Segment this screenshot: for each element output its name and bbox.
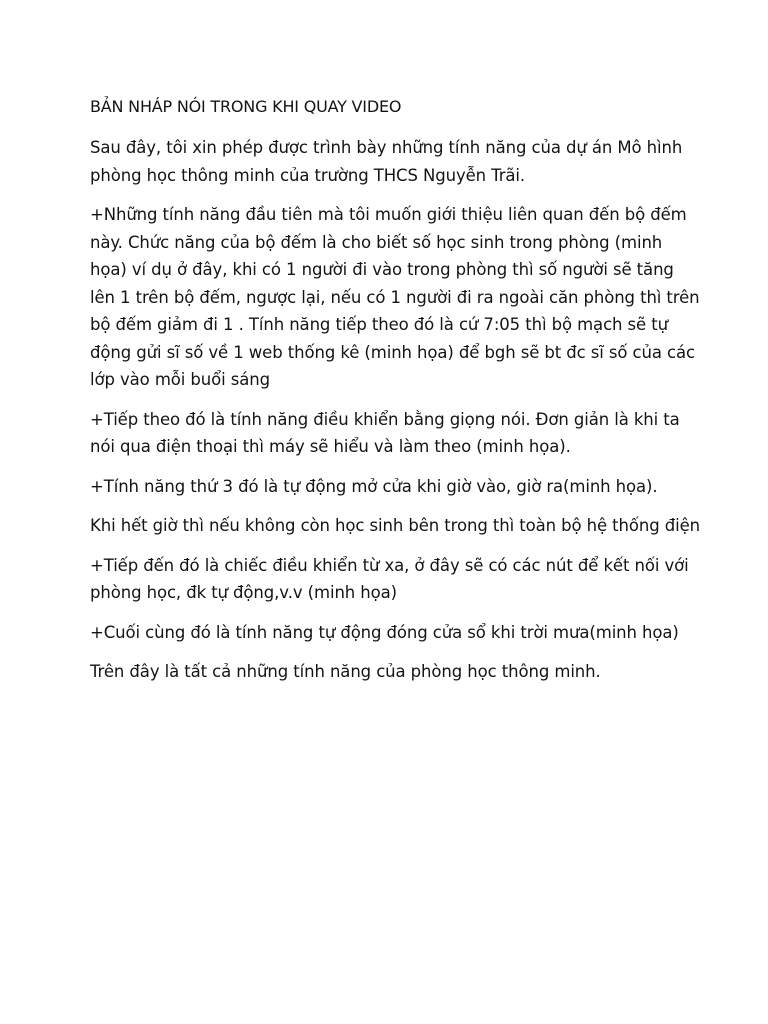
paragraph-voice-control: +Tiếp theo đó là tính năng điều khiển bằng giọng nói. Đơn giản là khi ta nói qua điện thoại thì máy sẽ hiểu và làm theo (minh họa). — [90, 409, 680, 456]
paragraph-conclusion: Trên đây là tất cả những tính năng của phòng học thông minh. — [90, 662, 601, 681]
document-title: BẢN NHÁP NÓI TRONG KHI QUAY VIDEO — [90, 97, 402, 116]
paragraph-counter-feature: +Những tính năng đầu tiên mà tôi muốn giới thiệu liên quan đến bộ đếm này. Chức năng của bộ đếm là cho biết số học sinh trong phòng (minh họa) ví dụ ở đây, khi có 1 người đi vào trong phòng thì số người sẽ tăng lên 1 trên bộ đếm, ngược lại, nếu có 1 người đi ra ngoài căn phòng thì trên bộ đếm giảm đi 1 . Tính năng tiếp theo đó là cứ 7:05 thì bộ mạch sẽ tự động gửi sĩ số về 1 web thống kê (minh họa) để bgh sẽ bt đc sĩ số của các lớp vào mỗi buổi sáng — [90, 205, 700, 389]
paragraph-auto-door: +Tính năng thứ 3 đó là tự động mở cửa khi giờ vào, giờ ra(minh họa). — [90, 476, 658, 496]
document-body — [90, 92, 700, 698]
paragraph-remote-control: +Tiếp đến đó là chiếc điều khiển từ xa, ở đây sẽ có các nút để kết nối với phòng học, đk tự động,v.v (minh họa) — [90, 555, 689, 602]
paragraph-rain-window: +Cuối cùng đó là tính năng tự động đóng cửa sổ khi trời mưa(minh họa) — [90, 622, 679, 642]
paragraph-intro: Sau đây, tôi xin phép được trình bày những tính năng của dự án Mô hình phòng học thông minh của trường THCS Nguyễn Trãi. — [90, 138, 683, 185]
paragraph-power-off: Khi hết giờ thì nếu không còn học sinh bên trong thì toàn bộ hệ thống điện — [90, 516, 701, 535]
